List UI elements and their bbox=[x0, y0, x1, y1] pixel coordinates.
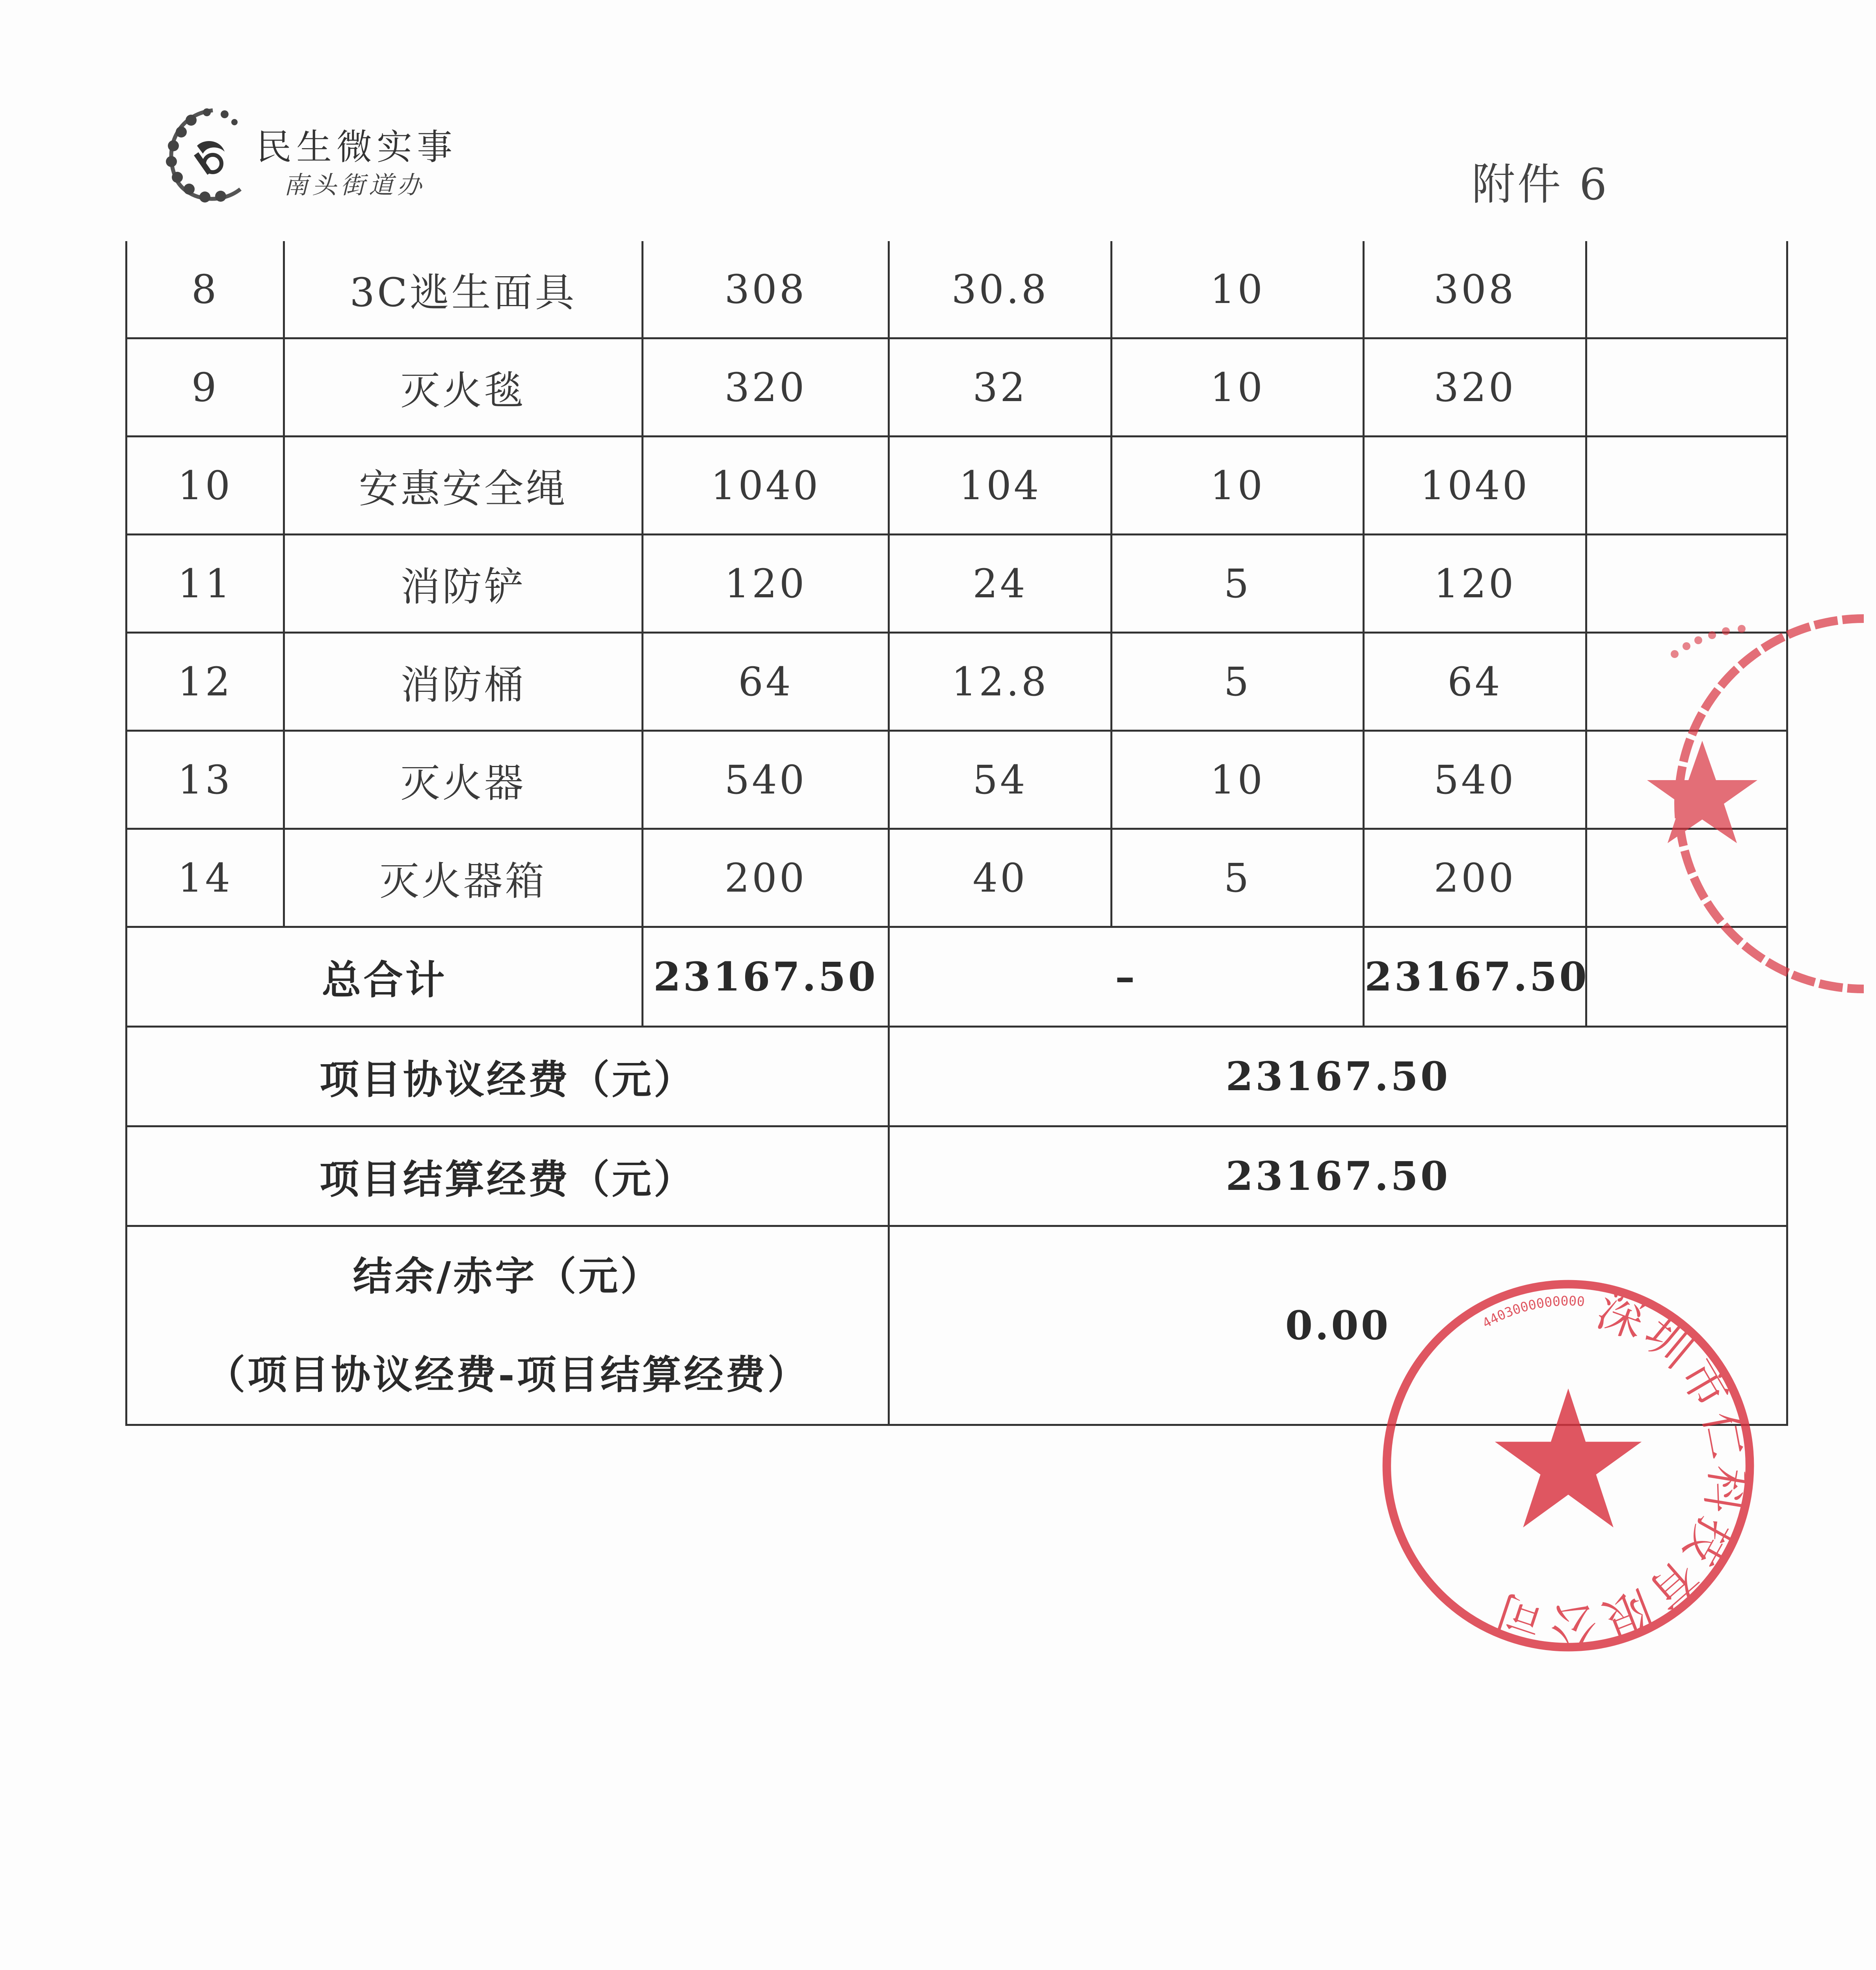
cell-value: 64 bbox=[1364, 633, 1586, 731]
total-label: 总合计 bbox=[126, 927, 643, 1027]
cell-value: 10 bbox=[1112, 338, 1364, 437]
cell-value: 120 bbox=[1364, 535, 1586, 633]
total-row bbox=[126, 927, 1787, 1027]
item-name: 灭火器箱 bbox=[284, 829, 643, 927]
item-name: 灭火毯 bbox=[284, 338, 643, 437]
cell-value: 54 bbox=[889, 731, 1112, 829]
row-number: 10 bbox=[126, 437, 284, 535]
cell-value: 32 bbox=[889, 338, 1112, 437]
cell-remark bbox=[1586, 437, 1787, 535]
item-name: 3C逃生面具 bbox=[284, 241, 643, 338]
cell-value: 200 bbox=[1364, 829, 1586, 927]
balance-value: 0.00 bbox=[889, 1226, 1787, 1425]
cell-value: 320 bbox=[643, 338, 889, 437]
cell-value: 308 bbox=[1364, 241, 1586, 338]
cell-value: 10 bbox=[1112, 437, 1364, 535]
cell-value: 540 bbox=[643, 731, 889, 829]
agreement-fee-label: 项目协议经费（元） bbox=[126, 1027, 889, 1126]
logo bbox=[154, 98, 469, 209]
cell-remark bbox=[1586, 241, 1787, 338]
party-emblem-icon bbox=[154, 98, 256, 209]
table-row bbox=[126, 437, 1787, 535]
cell-value: 200 bbox=[643, 829, 889, 927]
budget-table bbox=[125, 241, 1788, 1426]
logo-title: 民生微实事 bbox=[256, 126, 457, 168]
cell-remark bbox=[1586, 927, 1787, 1027]
balance-row bbox=[126, 1226, 1787, 1425]
seal-text: 深圳市仁科技有限公司 bbox=[1486, 1282, 1756, 1652]
table-row bbox=[126, 829, 1787, 927]
cell-remark bbox=[1586, 731, 1787, 829]
settlement-fee-row bbox=[126, 1126, 1787, 1226]
row-number: 9 bbox=[126, 338, 284, 437]
cell-value: 5 bbox=[1112, 633, 1364, 731]
agreement-fee-value: 23167.50 bbox=[889, 1027, 1787, 1126]
balance-label bbox=[126, 1226, 889, 1425]
cell-value: 1040 bbox=[1364, 437, 1586, 535]
table-row bbox=[126, 731, 1787, 829]
cell-value: 12.8 bbox=[889, 633, 1112, 731]
table-row bbox=[126, 241, 1787, 338]
cell-value: 540 bbox=[1364, 731, 1586, 829]
table-row bbox=[126, 633, 1787, 731]
total-dash: – bbox=[889, 927, 1364, 1027]
cell-remark bbox=[1586, 829, 1787, 927]
logo-subtitle: 南头街道办 bbox=[284, 171, 426, 199]
balance-label-line2: （项目协议经费-项目结算经费） bbox=[206, 1351, 809, 1398]
cell-value: 10 bbox=[1112, 241, 1364, 338]
row-number: 11 bbox=[126, 535, 284, 633]
cell-value: 30.8 bbox=[889, 241, 1112, 338]
cell-value: 120 bbox=[643, 535, 889, 633]
item-name: 安惠安全绳 bbox=[284, 437, 643, 535]
cell-value: 308 bbox=[643, 241, 889, 338]
settlement-fee-label: 项目结算经费（元） bbox=[126, 1126, 889, 1226]
cell-value: 10 bbox=[1112, 731, 1364, 829]
cell-remark bbox=[1586, 633, 1787, 731]
table-row bbox=[126, 338, 1787, 437]
balance-label-line1: 结余/赤字（元） bbox=[353, 1253, 662, 1299]
cell-remark bbox=[1586, 535, 1787, 633]
row-number: 13 bbox=[126, 731, 284, 829]
row-number: 14 bbox=[126, 829, 284, 927]
table-row bbox=[126, 535, 1787, 633]
total-value: 23167.50 bbox=[643, 927, 889, 1027]
cell-value: 5 bbox=[1112, 535, 1364, 633]
cell-value: 40 bbox=[889, 829, 1112, 927]
agreement-fee-row bbox=[126, 1027, 1787, 1126]
cell-value: 1040 bbox=[643, 437, 889, 535]
row-number: 12 bbox=[126, 633, 284, 731]
cell-remark bbox=[1586, 338, 1787, 437]
cell-value: 5 bbox=[1112, 829, 1364, 927]
total-value: 23167.50 bbox=[1364, 927, 1586, 1027]
settlement-fee-value: 23167.50 bbox=[889, 1126, 1787, 1226]
attachment-label: 附件 6 bbox=[1472, 159, 1609, 210]
item-name: 消防桶 bbox=[284, 633, 643, 731]
row-number: 8 bbox=[126, 241, 284, 338]
item-name: 消防铲 bbox=[284, 535, 643, 633]
item-name: 灭火器 bbox=[284, 731, 643, 829]
cell-value: 24 bbox=[889, 535, 1112, 633]
cell-value: 320 bbox=[1364, 338, 1586, 437]
seal-number: 4403000000000 bbox=[1480, 1293, 1586, 1331]
cell-value: 104 bbox=[889, 437, 1112, 535]
cell-value: 64 bbox=[643, 633, 889, 731]
